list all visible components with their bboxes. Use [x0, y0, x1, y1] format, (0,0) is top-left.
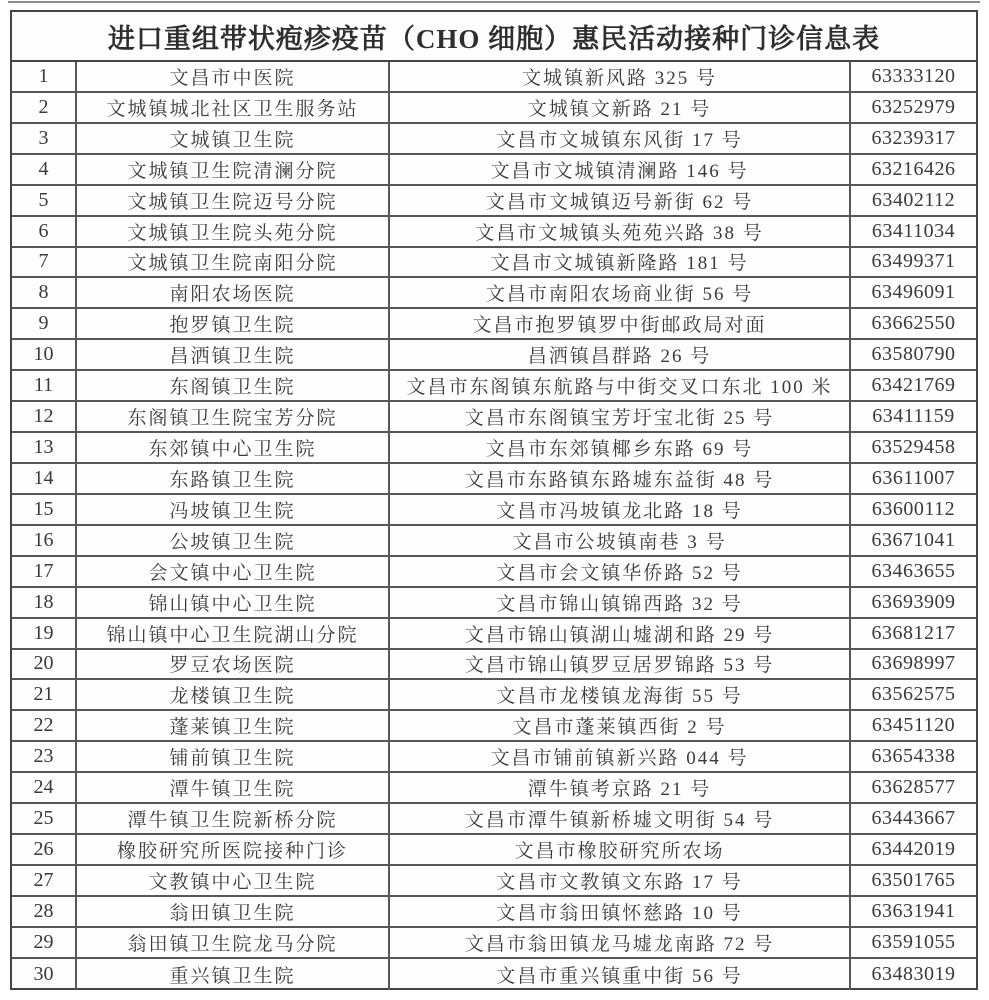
clinic-address-cell: 文昌市翁田镇怀慈路 10 号: [390, 897, 851, 926]
row-number-cell: 7: [12, 248, 77, 277]
table-body: [12, 62, 976, 990]
table-row: [12, 371, 976, 402]
clinic-phone-cell: 63411159: [872, 405, 955, 428]
clinic-name-cell: 翁田镇卫生院: [77, 897, 390, 926]
clinic-address-cell: 潭牛镇考京路 21 号: [390, 773, 851, 802]
clinic-phone-cell: 63443667: [871, 807, 956, 830]
table-row: [12, 619, 976, 650]
row-number-cell: 26: [12, 835, 77, 864]
table-row: [12, 588, 976, 619]
clinic-name-cell: 公坡镇卫生院: [77, 526, 390, 555]
row-number-cell: 14: [12, 464, 77, 493]
row-number-cell: 9: [12, 309, 77, 338]
clinic-name-cell: 翁田镇卫生院龙马分院: [77, 928, 390, 957]
clinic-address-cell: 文昌市南阳农场商业街 56 号: [390, 278, 851, 307]
clinic-phone-cell: 63442019: [871, 838, 956, 860]
row-number-cell: 28: [12, 897, 77, 926]
table-row: [12, 866, 976, 897]
clinic-phone-cell: 63483019: [871, 962, 956, 985]
table-row: [12, 650, 976, 681]
clinic-phone-cell: 63698997: [871, 652, 956, 675]
clinic-phone-cell: 63681217: [871, 621, 956, 644]
clinic-info-table: [10, 10, 978, 990]
row-number-cell: 5: [12, 186, 77, 215]
clinic-phone-cell: 63421769: [871, 374, 956, 397]
clinic-name-cell: 南阳农场医院: [77, 278, 390, 307]
row-number-cell: 30: [12, 959, 77, 990]
clinic-name-cell: 文城镇卫生院: [77, 124, 390, 153]
clinic-name-cell: 文城镇卫生院清澜分院: [77, 155, 390, 184]
clinic-phone-cell: 63693909: [871, 590, 956, 613]
clinic-phone-cell: 63591055: [871, 930, 956, 953]
clinic-address-cell: 文昌市冯坡镇龙北路 18 号: [390, 495, 851, 524]
row-number-cell: 16: [12, 526, 77, 555]
clinic-name-cell: 会文镇中心卫生院: [77, 557, 390, 586]
table-row: [12, 680, 976, 711]
clinic-phone-cell: 63529458: [871, 436, 956, 459]
row-number-cell: 19: [12, 619, 77, 648]
clinic-address-cell: 文昌市东阁镇东航路与中街交叉口东北 100 米: [390, 371, 851, 400]
table-row: [12, 186, 976, 217]
row-number-cell: 23: [12, 742, 77, 771]
table-row: [12, 557, 976, 588]
clinic-name-cell: 东郊镇中心卫生院: [77, 433, 390, 462]
table-row: [12, 93, 976, 124]
clinic-name-cell: 抱罗镇卫生院: [77, 309, 390, 338]
table-row: [12, 959, 976, 990]
clinic-address-cell: 文昌市铺前镇新兴路 044 号: [390, 742, 851, 771]
table-row: [12, 62, 976, 93]
clinic-phone-cell: 63216426: [871, 157, 956, 180]
clinic-name-cell: 文教镇中心卫生院: [77, 866, 390, 895]
clinic-address-cell: 文昌市重兴镇重中街 56 号: [390, 959, 851, 990]
cropped-border-remnant: [8, 1, 980, 3]
clinic-address-cell: 文昌市锦山镇锦西路 32 号: [390, 588, 851, 617]
clinic-address-cell: 文昌市文城镇头苑苑兴路 38 号: [390, 217, 851, 246]
clinic-phone-cell: 63562575: [871, 683, 956, 706]
clinic-address-cell: 文城镇文新路 21 号: [390, 93, 851, 122]
clinic-phone-cell: 63496091: [871, 281, 956, 304]
clinic-phone-cell: 63252979: [871, 95, 956, 118]
table-row: [12, 402, 976, 433]
clinic-name-cell: 东阁镇卫生院宝芳分院: [77, 402, 390, 431]
clinic-address-cell: 文昌市文教镇文东路 17 号: [390, 866, 851, 895]
row-number-cell: 24: [12, 773, 77, 802]
clinic-address-cell: 文昌市龙楼镇龙海街 55 号: [390, 680, 851, 709]
row-number-cell: 18: [12, 588, 77, 617]
clinic-name-cell: 文城镇卫生院头苑分院: [77, 217, 390, 246]
row-number-cell: 8: [12, 278, 77, 307]
table-row: [12, 155, 976, 186]
row-number-cell: 17: [12, 557, 77, 586]
clinic-address-cell: 文昌市东路镇东路墟东益街 48 号: [390, 464, 851, 493]
clinic-address-cell: 文昌市橡胶研究所农场: [390, 835, 851, 864]
row-number-cell: 11: [12, 371, 77, 400]
clinic-phone-cell: 63411034: [871, 219, 956, 242]
row-number-cell: 25: [12, 804, 77, 833]
clinic-address-cell: 文昌市文城镇东风街 17 号: [390, 124, 851, 153]
clinic-address-cell: 文昌市东郊镇椰乡东路 69 号: [390, 433, 851, 462]
table-row: [12, 773, 976, 804]
clinic-address-cell: 文昌市东阁镇宝芳圩宝北街 25 号: [390, 402, 851, 431]
clinic-phone-cell: 63499371: [871, 250, 956, 273]
row-number-cell: 12: [12, 402, 77, 431]
clinic-name-cell: 锦山镇中心卫生院湖山分院: [77, 619, 390, 648]
table-row: [12, 495, 976, 526]
table-row: [12, 835, 976, 866]
clinic-address-cell: 文昌市文城镇新隆路 181 号: [390, 248, 851, 277]
table-row: [12, 124, 976, 155]
clinic-name-cell: 橡胶研究所医院接种门诊: [77, 835, 390, 864]
clinic-name-cell: 锦山镇中心卫生院: [77, 588, 390, 617]
clinic-name-cell: 罗豆农场医院: [77, 650, 390, 679]
clinic-address-cell: 昌洒镇昌群路 26 号: [390, 340, 851, 369]
clinic-phone-cell: 63654338: [871, 745, 956, 768]
page-title: 进口重组带状疱疹疫苗（CHO 细胞）惠民活动接种门诊信息表: [12, 12, 976, 62]
clinic-phone-cell: 63463655: [871, 559, 956, 582]
row-number-cell: 13: [12, 433, 77, 462]
clinic-name-cell: 蓬莱镇卫生院: [77, 711, 390, 740]
table-row: [12, 804, 976, 835]
clinic-phone-cell: 63628577: [871, 776, 956, 799]
clinic-address-cell: 文昌市公坡镇南巷 3 号: [390, 526, 851, 555]
clinic-phone-cell: 63239317: [871, 126, 956, 149]
table-row: [12, 217, 976, 248]
table-row: [12, 928, 976, 959]
clinic-phone-cell: 63580790: [871, 343, 956, 366]
clinic-address-cell: 文昌市锦山镇罗豆居罗锦路 53 号: [390, 650, 851, 679]
table-row: [12, 340, 976, 371]
clinic-phone-cell: 63402112: [871, 188, 956, 211]
table-row: [12, 433, 976, 464]
clinic-name-cell: 文昌市中医院: [77, 62, 390, 91]
clinic-name-cell: 冯坡镇卫生院: [77, 495, 390, 524]
clinic-name-cell: 铺前镇卫生院: [77, 742, 390, 771]
row-number-cell: 4: [12, 155, 77, 184]
row-number-cell: 22: [12, 711, 77, 740]
table-row: [12, 248, 976, 279]
clinic-name-cell: 重兴镇卫生院: [77, 959, 390, 990]
row-number-cell: 21: [12, 680, 77, 709]
clinic-address-cell: 文昌市会文镇华侨路 52 号: [390, 557, 851, 586]
table-row: [12, 278, 976, 309]
clinic-name-cell: 文城镇卫生院迈号分院: [77, 186, 390, 215]
row-number-cell: 15: [12, 495, 77, 524]
clinic-address-cell: 文城镇新风路 325 号: [390, 62, 851, 91]
clinic-phone-cell: 63671041: [871, 528, 956, 551]
clinic-phone-cell: 63451120: [871, 714, 956, 737]
clinic-address-cell: 文昌市抱罗镇罗中街邮政局对面: [390, 309, 851, 338]
clinic-phone-cell: 63600112: [871, 497, 956, 520]
clinic-name-cell: 潭牛镇卫生院: [77, 773, 390, 802]
row-number-cell: 2: [12, 93, 77, 122]
clinic-phone-cell: 63501765: [871, 868, 956, 891]
row-number-cell: 20: [12, 650, 77, 679]
row-number-cell: 1: [12, 62, 77, 91]
clinic-phone-cell: 63662550: [871, 312, 956, 335]
clinic-name-cell: 东路镇卫生院: [77, 464, 390, 493]
row-number-cell: 10: [12, 340, 77, 369]
row-number-cell: 29: [12, 928, 77, 957]
clinic-address-cell: 文昌市锦山镇湖山墟湖和路 29 号: [390, 619, 851, 648]
clinic-name-cell: 潭牛镇卫生院新桥分院: [77, 804, 390, 833]
clinic-address-cell: 文昌市翁田镇龙马墟龙南路 72 号: [390, 928, 851, 957]
clinic-address-cell: 文昌市文城镇清澜路 146 号: [390, 155, 851, 184]
clinic-address-cell: 文昌市文城镇迈号新街 62 号: [390, 186, 851, 215]
clinic-phone-cell: 63333120: [871, 64, 956, 87]
row-number-cell: 27: [12, 866, 77, 895]
clinic-address-cell: 文昌市蓬莱镇西街 2 号: [390, 711, 851, 740]
clinic-name-cell: 东阁镇卫生院: [77, 371, 390, 400]
row-number-cell: 3: [12, 124, 77, 153]
table-row: [12, 526, 976, 557]
table-row: [12, 711, 976, 742]
clinic-address-cell: 文昌市潭牛镇新桥墟文明街 54 号: [390, 804, 851, 833]
clinic-name-cell: 文城镇城北社区卫生服务站: [77, 93, 390, 122]
clinic-name-cell: 龙楼镇卫生院: [77, 680, 390, 709]
clinic-name-cell: 昌洒镇卫生院: [77, 340, 390, 369]
clinic-phone-cell: 63631941: [871, 899, 956, 922]
clinic-phone-cell: 63611007: [871, 466, 956, 489]
table-row: [12, 309, 976, 340]
table-row: [12, 897, 976, 928]
clinic-name-cell: 文城镇卫生院南阳分院: [77, 248, 390, 277]
table-row: [12, 742, 976, 773]
table-row: [12, 464, 976, 495]
row-number-cell: 6: [12, 217, 77, 246]
